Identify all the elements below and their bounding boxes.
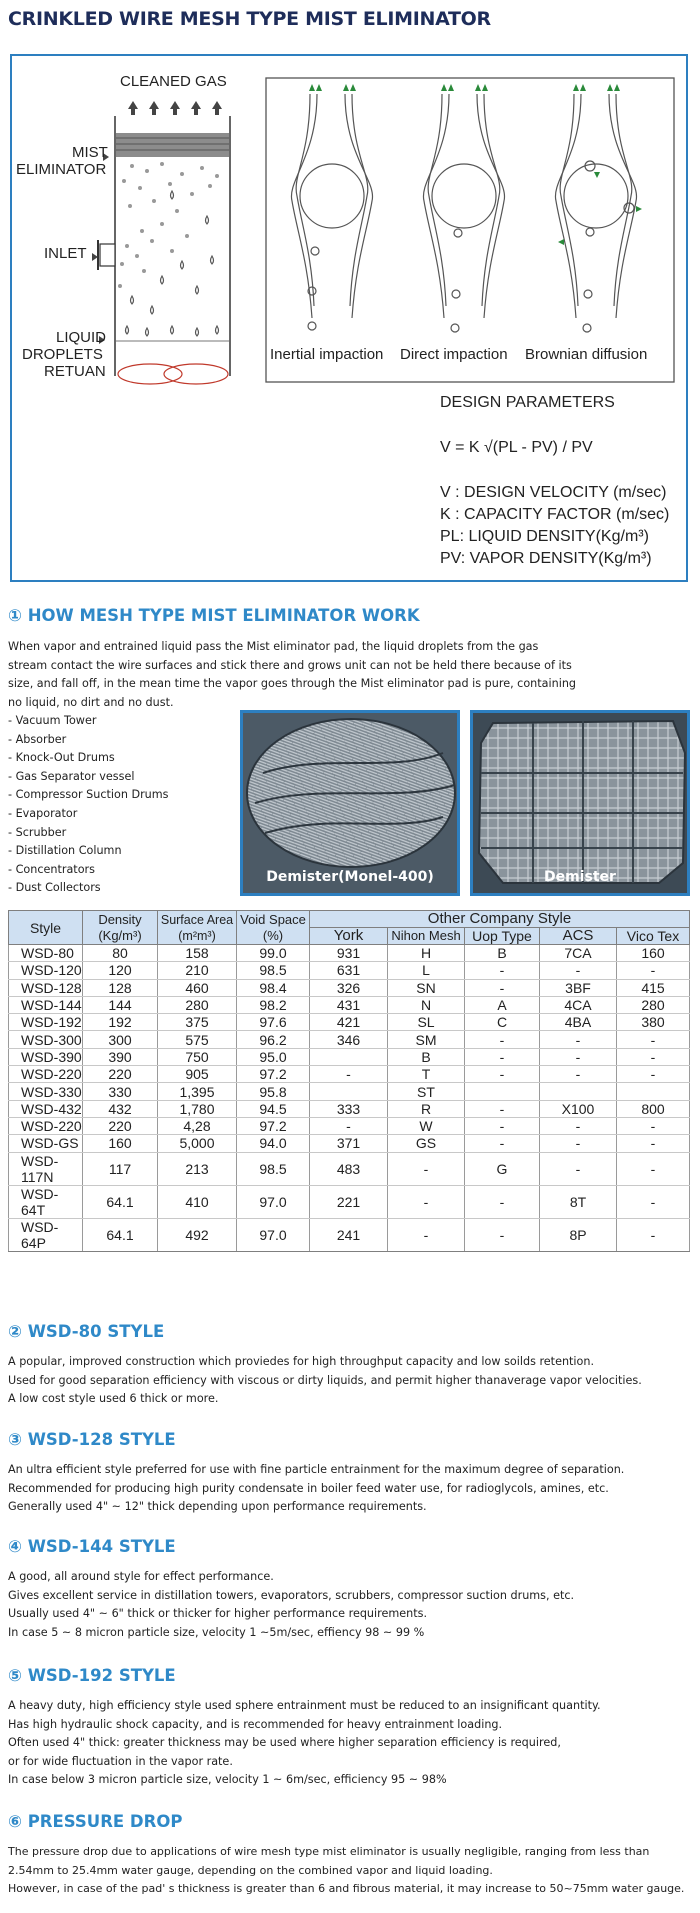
text-line: When vapor and entrained liquid pass the Mist eliminator pad, the liquid droplets from the gas xyxy=(8,640,539,653)
section-wsd144-title: ④ WSD-144 STYLE xyxy=(8,1537,176,1556)
text-line: A good, all around style for effect performance. xyxy=(8,1570,274,1583)
text-line: 2.54mm to 25.4mm water gauge, depending on the combined vapor and liquid loading. xyxy=(8,1863,493,1877)
table-cell: WSD-GS xyxy=(9,1135,83,1152)
table-cell: - xyxy=(540,1031,617,1048)
table-cell: WSD-192 xyxy=(9,1014,83,1031)
table-cell: 241 xyxy=(310,1218,388,1251)
mesh-pad-image xyxy=(243,713,457,893)
table-cell: WSD-120 xyxy=(9,962,83,979)
table-cell: 390 xyxy=(83,1048,158,1065)
table-cell: - xyxy=(465,1100,540,1117)
table-cell: 1,780 xyxy=(158,1100,237,1117)
table-cell: 800 xyxy=(617,1100,690,1117)
table-cell: WSD-64P xyxy=(9,1218,83,1251)
table-cell: 98.4 xyxy=(237,979,310,996)
text-line: The pressure drop due to applications of wire mesh type mist eliminator is usually negligible, ranging from less than xyxy=(8,1845,650,1858)
table-cell: 97.6 xyxy=(237,1014,310,1031)
table-row xyxy=(9,1152,690,1185)
table-cell: N xyxy=(388,996,465,1013)
table-cell: 120 xyxy=(83,962,158,979)
table-cell: 300 xyxy=(83,1031,158,1048)
text-line: Used for good separation efficiency with viscous or dirty liquids, and permit higher thanaverage vapor velocities. xyxy=(8,1373,642,1387)
table-cell: - xyxy=(617,1066,690,1083)
table-row xyxy=(9,979,690,996)
table-cell: 4BA xyxy=(540,1014,617,1031)
table-cell: 905 xyxy=(158,1066,237,1083)
table-cell: 94.0 xyxy=(237,1135,310,1152)
table-cell: 97.0 xyxy=(237,1185,310,1218)
table-cell: - xyxy=(540,1048,617,1065)
table-cell: - xyxy=(617,1048,690,1065)
list-item: - Scrubber xyxy=(8,825,67,839)
list-item: - Distillation Column xyxy=(8,844,122,858)
text-line: A heavy duty, high efficiency style used sphere entrainment must be reduced to an insignificant quantity. xyxy=(8,1699,601,1712)
table-cell: - xyxy=(617,1218,690,1251)
table-cell: WSD-128 xyxy=(9,979,83,996)
table-cell: - xyxy=(388,1218,465,1251)
table-cell: - xyxy=(617,1152,690,1185)
section-how-it-works-text xyxy=(8,638,576,712)
section-how-it-works-title: ① HOW MESH TYPE MIST ELIMINATOR WORK xyxy=(8,606,420,625)
table-cell: - xyxy=(388,1152,465,1185)
photo-caption: Demister(Monel-400) xyxy=(266,869,434,885)
table-cell: - xyxy=(310,1066,388,1083)
table-cell: WSD-220 xyxy=(9,1117,83,1134)
table-cell: 99.0 xyxy=(237,945,310,962)
label-inlet: INLET xyxy=(44,245,87,262)
column-header xyxy=(158,911,237,945)
table-cell: 326 xyxy=(310,979,388,996)
mesh-pad-image xyxy=(473,713,687,893)
table-cell: 5,000 xyxy=(158,1135,237,1152)
velocity-definition: V : DESIGN VELOCITY (m/sec) xyxy=(440,484,667,501)
table-cell: 4,28 xyxy=(158,1117,237,1134)
table-cell: L xyxy=(388,962,465,979)
text-line: An ultra efficient style preferred for use with fine particle entrainment for the maximum degree of separation. xyxy=(8,1463,625,1476)
table-row xyxy=(9,1014,690,1031)
table-cell xyxy=(540,1083,617,1100)
diagram-panel xyxy=(10,54,688,582)
table-row xyxy=(9,945,690,962)
table-cell: - xyxy=(465,1135,540,1152)
table-cell: 483 xyxy=(310,1152,388,1185)
table-cell: 380 xyxy=(617,1014,690,1031)
table-cell: G xyxy=(465,1152,540,1185)
label-eliminator: ELIMINATOR xyxy=(16,161,107,178)
column-group-header: Other Company Style xyxy=(310,911,690,928)
list-item: - Vacuum Tower xyxy=(8,714,97,727)
table-cell: W xyxy=(388,1117,465,1134)
table-cell: 3BF xyxy=(540,979,617,996)
table-cell: 192 xyxy=(83,1014,158,1031)
style-spec-table xyxy=(8,910,690,1252)
table-cell: WSD-300 xyxy=(9,1031,83,1048)
table-cell: - xyxy=(617,1185,690,1218)
section-pressure-drop-title: ⑥ PRESSURE DROP xyxy=(8,1812,183,1831)
text-line: In case 5 ~ 8 micron particle size, velocity 1 ~5m/sec, effiency 98 ~ 99 % xyxy=(8,1625,425,1639)
table-cell: 575 xyxy=(158,1031,237,1048)
table-cell: B xyxy=(465,945,540,962)
text-line: Recommended for producing high purity condensate in boiler feed water use, for radioglycols, amines, etc. xyxy=(8,1481,609,1495)
table-cell: 96.2 xyxy=(237,1031,310,1048)
table-cell: WSD-432 xyxy=(9,1100,83,1117)
list-item: - Gas Separator vessel xyxy=(8,769,135,783)
table-row xyxy=(9,1185,690,1218)
table-cell: WSD-80 xyxy=(9,945,83,962)
table-cell: 213 xyxy=(158,1152,237,1185)
table-cell: 280 xyxy=(617,996,690,1013)
table-cell: - xyxy=(465,1031,540,1048)
table-cell: WSD-144 xyxy=(9,996,83,1013)
table-cell: A xyxy=(465,996,540,1013)
table-cell: GS xyxy=(388,1135,465,1152)
table-cell: X100 xyxy=(540,1100,617,1117)
table-cell: SN xyxy=(388,979,465,996)
header-unit: (Kg/m³) xyxy=(98,927,142,943)
table-cell: 8P xyxy=(540,1218,617,1251)
label-droplets: DROPLETS xyxy=(22,346,103,363)
table-cell: - xyxy=(617,962,690,979)
table-cell: 64.1 xyxy=(83,1185,158,1218)
table-row xyxy=(9,962,690,979)
table-cell: ST xyxy=(388,1083,465,1100)
text-line: no liquid, no dirt and no dust. xyxy=(8,695,174,709)
list-item: - Evaporator xyxy=(8,806,78,820)
table-cell: 98.5 xyxy=(237,962,310,979)
table-cell: 221 xyxy=(310,1185,388,1218)
table-cell: SL xyxy=(388,1014,465,1031)
table-cell: 97.2 xyxy=(237,1117,310,1134)
demister-photo xyxy=(470,710,690,896)
table-cell: 95.8 xyxy=(237,1083,310,1100)
table-cell: B xyxy=(388,1048,465,1065)
table-cell xyxy=(310,1083,388,1100)
table-cell: - xyxy=(465,1066,540,1083)
text-line: or for wide fluctuation in the vapor rate. xyxy=(8,1754,233,1768)
photo-caption: Demister xyxy=(544,869,616,885)
table-row xyxy=(9,1218,690,1251)
table-row xyxy=(9,996,690,1013)
table-cell: 375 xyxy=(158,1014,237,1031)
table-cell: 431 xyxy=(310,996,388,1013)
table-row xyxy=(9,1048,690,1065)
table-cell: - xyxy=(617,1031,690,1048)
parameters-heading: DESIGN PARAMETERS xyxy=(440,394,615,411)
table-cell: - xyxy=(540,1135,617,1152)
table-cell: 7CA xyxy=(540,945,617,962)
table-cell: 94.5 xyxy=(237,1100,310,1117)
table-cell: 330 xyxy=(83,1083,158,1100)
section-wsd144-text xyxy=(8,1568,574,1642)
mechanism-label-inertial: Inertial impaction xyxy=(270,346,384,363)
table-cell: WSD-220 xyxy=(9,1066,83,1083)
label-liquid: LIQUID xyxy=(56,329,107,346)
table-cell: T xyxy=(388,1066,465,1083)
table-cell: 410 xyxy=(158,1185,237,1218)
table-cell: 280 xyxy=(158,996,237,1013)
table-cell: 346 xyxy=(310,1031,388,1048)
table-cell: - xyxy=(540,962,617,979)
table-cell: 220 xyxy=(83,1066,158,1083)
list-item: - Compressor Suction Drums xyxy=(8,788,169,802)
section-wsd192-title: ⑤ WSD-192 STYLE xyxy=(8,1666,176,1685)
table-cell: 210 xyxy=(158,962,237,979)
table-cell: C xyxy=(465,1014,540,1031)
text-line: In case below 3 micron particle size, velocity 1 ~ 6m/sec, efficiency 95 ~ 98% xyxy=(8,1773,447,1786)
mechanism-label-brownian: Brownian diffusion xyxy=(525,346,648,363)
table-row xyxy=(9,1083,690,1100)
table-cell: 1,395 xyxy=(158,1083,237,1100)
table-cell xyxy=(310,1048,388,1065)
capacity-definition: K : CAPACITY FACTOR (m/sec) xyxy=(440,506,670,523)
table-cell: - xyxy=(540,1117,617,1134)
demister-monel-photo xyxy=(240,710,460,896)
text-line: However, in case of the pad' s thickness is greater than 6 and fibrous material, it may increase to 50~75mm water gauge. xyxy=(8,1882,685,1895)
table-cell: 160 xyxy=(83,1135,158,1152)
table-cell: WSD-117N xyxy=(9,1152,83,1185)
column-header xyxy=(237,911,310,945)
table-cell: WSD-64T xyxy=(9,1185,83,1218)
label-cleaned-gas: CLEANED GAS xyxy=(120,73,227,90)
label-mist: MIST xyxy=(72,144,108,161)
table-cell: 931 xyxy=(310,945,388,962)
list-item: - Dust Collectors xyxy=(8,881,101,895)
section-wsd128-title: ③ WSD-128 STYLE xyxy=(8,1430,176,1449)
table-cell: 98.5 xyxy=(237,1152,310,1185)
section-wsd80-title: ② WSD-80 STYLE xyxy=(8,1322,165,1341)
design-formula: V = K √(PL - PV) / PV xyxy=(440,439,593,456)
page-title: CRINKLED WIRE MESH TYPE MIST ELIMINATOR xyxy=(8,8,491,30)
table-cell: R xyxy=(388,1100,465,1117)
table-cell: 4CA xyxy=(540,996,617,1013)
table-cell: - xyxy=(465,1048,540,1065)
section-wsd128-text xyxy=(8,1461,624,1517)
table-cell: 95.0 xyxy=(237,1048,310,1065)
table-cell: 750 xyxy=(158,1048,237,1065)
text-line: A low cost style used 6 thick or more. xyxy=(8,1392,219,1405)
header-unit: (%) xyxy=(262,927,284,943)
table-row xyxy=(9,1031,690,1048)
list-item: - Knock-Out Drums xyxy=(8,751,115,765)
table-cell: 220 xyxy=(83,1117,158,1134)
table-cell: 158 xyxy=(158,945,237,962)
table-cell xyxy=(617,1083,690,1100)
table-cell: 128 xyxy=(83,979,158,996)
table-cell: - xyxy=(617,1117,690,1134)
table-cell: 371 xyxy=(310,1135,388,1152)
column-header: Style xyxy=(9,911,83,945)
table-cell: 117 xyxy=(83,1152,158,1185)
table-cell: 631 xyxy=(310,962,388,979)
list-item: - Concentrators xyxy=(8,862,95,876)
table-row xyxy=(9,1135,690,1152)
vapor-density-definition: PV: VAPOR DENSITY(Kg/m³) xyxy=(440,550,652,567)
column-header: ACS xyxy=(540,928,617,945)
table-cell: - xyxy=(465,962,540,979)
table-cell: - xyxy=(465,979,540,996)
table-cell: 421 xyxy=(310,1014,388,1031)
table-cell: WSD-390 xyxy=(9,1048,83,1065)
column-header xyxy=(83,911,158,945)
header-line: Void Space xyxy=(240,911,306,927)
section-wsd80-text xyxy=(8,1353,642,1409)
table-cell: 415 xyxy=(617,979,690,996)
text-line: A popular, improved construction which provіedes for high throughput capacity and low soilds retention. xyxy=(8,1355,595,1368)
column-header: York xyxy=(310,928,388,945)
text-line: Often used 4" thick: greater thickness may be used where higher separation efficiency is required, xyxy=(8,1736,561,1749)
table-cell: 460 xyxy=(158,979,237,996)
table-row xyxy=(9,1100,690,1117)
table-cell: - xyxy=(465,1117,540,1134)
list-item: - Absorber xyxy=(8,732,67,746)
header-line: Surface Area xyxy=(160,912,234,927)
table-cell: - xyxy=(540,1066,617,1083)
column-header: Nihon Mesh xyxy=(388,928,465,945)
table-cell: 80 xyxy=(83,945,158,962)
text-line: Gives excellent service in distillation towers, evaporators, scrubbers, compressor suction drums, etc. xyxy=(8,1588,575,1602)
table-cell xyxy=(465,1083,540,1100)
mechanism-label-direct: Direct impaction xyxy=(400,346,508,363)
text-line: size, and fall off, in the mean time the vapor goes through the Mist eliminator pad is pure, containing xyxy=(8,677,577,690)
table-cell: 333 xyxy=(310,1100,388,1117)
header-unit: (m²m³) xyxy=(178,928,216,943)
table-cell: 432 xyxy=(83,1100,158,1117)
table-cell: 97.0 xyxy=(237,1218,310,1251)
table-cell: H xyxy=(388,945,465,962)
column-header: Uop Type xyxy=(465,928,540,945)
table-cell: SM xyxy=(388,1031,465,1048)
text-line: stream contact the wire surfaces and stick there and grows unit can not be held there because of its xyxy=(8,658,572,672)
table-cell: 98.2 xyxy=(237,996,310,1013)
table-cell: 97.2 xyxy=(237,1066,310,1083)
table-cell: - xyxy=(617,1135,690,1152)
table-cell: - xyxy=(388,1185,465,1218)
table-cell: 492 xyxy=(158,1218,237,1251)
table-cell: - xyxy=(310,1117,388,1134)
label-retuan: RETUAN xyxy=(44,363,106,380)
table-cell: 64.1 xyxy=(83,1218,158,1251)
table-cell: - xyxy=(465,1218,540,1251)
table-cell: WSD-330 xyxy=(9,1083,83,1100)
header-line: Density xyxy=(98,911,142,927)
liquid-density-definition: PL: LIQUID DENSITY(Kg/m³) xyxy=(440,528,649,545)
section-wsd192-text xyxy=(8,1697,601,1790)
text-line: Usually used 4" ~ 6" thick or thicker for higher performance requirements. xyxy=(8,1607,428,1620)
table-cell: - xyxy=(465,1185,540,1218)
applications-list xyxy=(8,712,169,898)
column-header: Vico Tex xyxy=(617,928,690,945)
table-cell: 8T xyxy=(540,1185,617,1218)
text-line: Generally used 4" ~ 12" thick depending upon performance requirements. xyxy=(8,1500,427,1513)
text-line: Has high hydraulic shock capacity, and is recommended for heavy entrainment loading. xyxy=(8,1717,503,1731)
table-row xyxy=(9,1066,690,1083)
table-cell: 144 xyxy=(83,996,158,1013)
table-cell: 160 xyxy=(617,945,690,962)
table-cell: - xyxy=(540,1152,617,1185)
table-row xyxy=(9,1117,690,1134)
section-pressure-drop-text xyxy=(8,1843,684,1899)
